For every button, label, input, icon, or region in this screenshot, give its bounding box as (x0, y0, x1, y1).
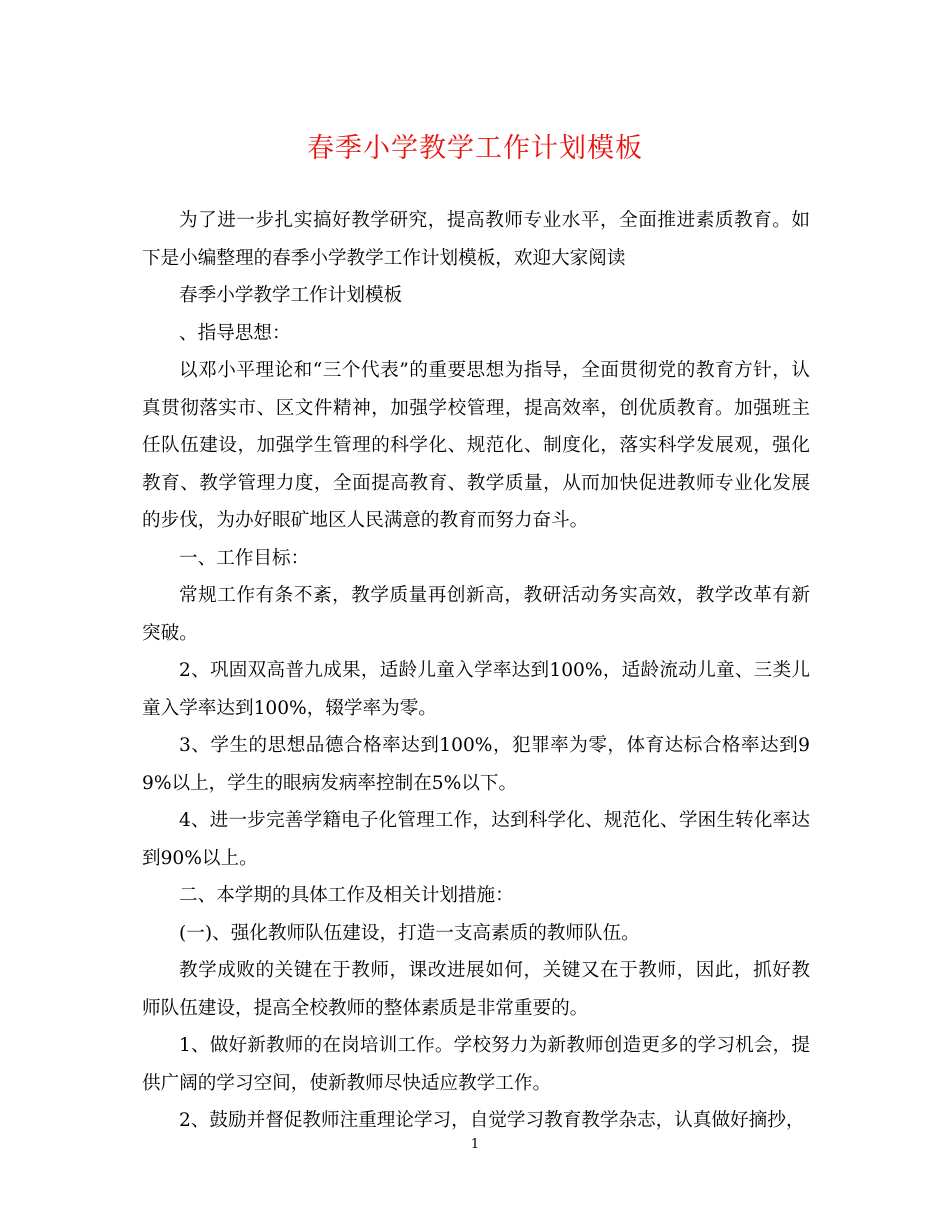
paragraph: 为了进一步扎实搞好教学研究，提高教师专业水平，全面推进素质教育。如下是小编整理的春季小学教学工作计划模板，欢迎大家阅读 (142, 210, 810, 269)
paragraph: 常规工作有条不紊，教学质量再创新高，教研活动务实高效，教学改革有新突破。 (142, 585, 810, 644)
document-title: 春季小学教学工作计划模板 (307, 133, 643, 164)
paragraph: 3、学生的思想品德合格率达到100%，犯罪率为零，体育达标合格率达到99%以上，学生的眼病发病率控制在5%以下。 (142, 735, 810, 794)
paragraph: 春季小学教学工作计划模板 (179, 285, 403, 306)
paragraph: 教学成败的关键在于教师，课改进展如何，关键又在于教师，因此，抓好教师队伍建设，提高全校教师的整体素质是非常重要的。 (142, 960, 810, 1019)
paragraph: 一、工作目标： (179, 547, 310, 569)
document-body (142, 202, 810, 1140)
paragraph: 2、巩固双高普九成果，适龄儿童入学率达到100%，适龄流动儿童、三类儿童入学率达到100%，辍学率为零。 (142, 660, 810, 719)
paragraph: 、指导思想： (179, 322, 291, 344)
page-number: 1 (470, 1137, 480, 1152)
paragraph: 以邓小平理论和“三个代表”的重要思想为指导，全面贯彻党的教育方针，认真贯彻落实市、区文件精神，加强学校管理，提高效率，创优质教育。加强班主任队伍建设，加强学生管理的科学化、规范化、制度化，落实科学发展观，强化教育、教学管理力度，全面提高教育、教学质量，从而加快促进教师专业化发展的步伐，为办好眼矿地区人民满意的教育而努力奋斗。 (142, 360, 810, 531)
paragraph: (一)、强化教师队伍建设，打造一支高素质的教师队伍。 (179, 922, 640, 944)
paragraph: 1、做好新教师的在岗培训工作。学校努力为新教师创造更多的学习机会，提供广阔的学习空间，使新教师尽快适应教学工作。 (142, 1035, 810, 1094)
paragraph: 4、进一步完善学籍电子化管理工作，达到科学化、规范化、学困生转化率达到90%以上。 (142, 810, 810, 869)
paragraph: 2、鼓励并督促教师注重理论学习，自觉学习教育教学杂志，认真做好摘抄， (179, 1110, 805, 1131)
paragraph: 二、本学期的具体工作及相关计划措施： (179, 885, 514, 906)
